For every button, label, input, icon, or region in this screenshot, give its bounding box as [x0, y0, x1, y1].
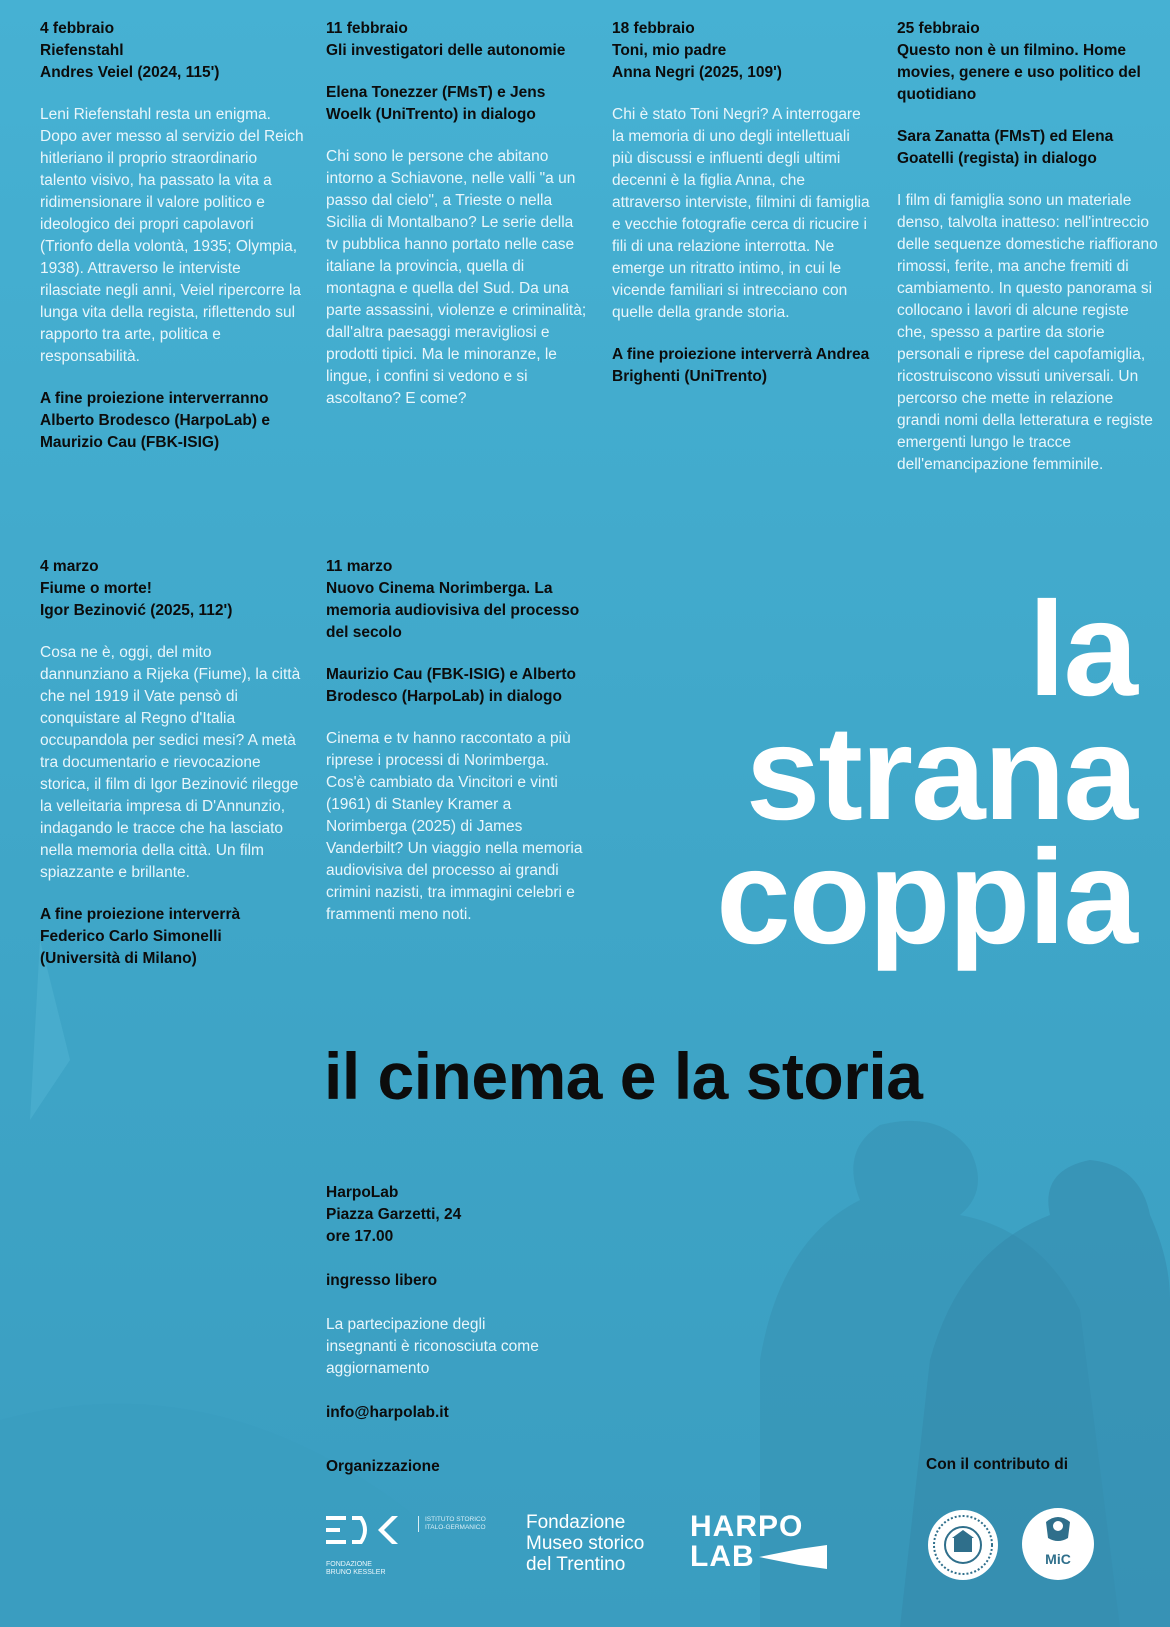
venue: HarpoLab: [326, 1184, 399, 1201]
event-description: Cinema e tv hanno raccontato a più riprese i processi di Norimberga. Cos'è cambiato da Vincitori e vinti (1961) di Stanley Kramer a Norimberga (2025) di James Vanderbilt? Un viaggio nella memoria audiovisiva del processo ai grandi crimini nazisti, tra immagini celebri e frammenti meno noti.: [326, 730, 583, 923]
event-description: Chi sono le persone che abitano intorno a Schiavone, nelle valli "a un passo dal cielo", a Trieste o nella Sicilia di Montalbano? Le serie della tv pubblica hanno portato nelle case italiane la provincia, quella di montagna e quella del Sud. Da una parte assassini, violenze e criminalità; dall'altra paesaggi meravigliosi e prodotti tipici. Ma le minoranze, le lingue, i confini si vedono e si ascoltano? E come?: [326, 148, 587, 407]
event-guests: A fine proiezione interverrà Federico Carlo Simonelli (Università di Milano): [40, 906, 241, 967]
event-guests: Elena Tonezzer (FMsT) e Jens Woelk (UniTrento) in dialogo: [326, 84, 546, 123]
fbk-name: FONDAZIONE BRUNO KESSLER: [326, 1561, 386, 1576]
event-film-info: Andres Veiel (2024, 115'): [40, 64, 220, 81]
event-5: [40, 556, 302, 970]
event-title: Questo non è un filmino. Home movies, genere e uso politico del quotidiano: [897, 42, 1141, 103]
fbk-logo: [326, 1512, 506, 1582]
organizzazione-label: Organizzazione: [326, 1458, 440, 1475]
event-guests: A fine proiezione interverrà Andrea Brighenti (UniTrento): [612, 346, 870, 385]
email-link[interactable]: info@harpolab.it: [326, 1404, 449, 1421]
event-2: [326, 18, 588, 410]
event-title: Toni, mio padre: [612, 42, 727, 59]
title-line-coppia: coppia: [716, 823, 1136, 972]
fbk-mark-icon: [326, 1512, 406, 1552]
event-date: 4 marzo: [40, 558, 99, 575]
event-film-info: Igor Bezinović (2025, 112'): [40, 602, 233, 619]
museo-storico-logo: Fondazione Museo storico del Trentino: [526, 1512, 645, 1575]
event-4: [897, 18, 1159, 476]
event-6: [326, 556, 584, 926]
seal-logo-icon: [926, 1508, 1000, 1582]
event-title: Riefenstahl: [40, 42, 124, 59]
event-1: [40, 18, 305, 454]
entry-note: ingresso libero: [326, 1272, 438, 1289]
fbk-side-text: ISTITUTO STORICO ITALO-GERMANICO: [418, 1516, 503, 1532]
event-date: 25 febbraio: [897, 20, 980, 37]
event-description: Cosa ne è, oggi, del mito dannunziano a Rijeka (Fiume), la città che nel 1919 il Vate pensò di conquistare al Regno d'Italia occupandola per sedici mesi? A metà tra documentario e rievocazione storica, il film di Igor Bezinović rilegge la velleitaria impresa di D'Annunzio, indagando le tracce che ha lasciato nella memoria della città. Un film spiazzante e brillante.: [40, 644, 301, 881]
teachers-note: La partecipazione degli insegnanti è riconosciuta come aggiornamento: [326, 1316, 539, 1377]
title-line-la: la: [1028, 575, 1136, 724]
harpolab-arrow-icon: [759, 1545, 827, 1569]
poster-subtitle: il cinema e la storia: [324, 1039, 923, 1113]
event-guests: Maurizio Cau (FBK-ISIG) e Alberto Brodesco (HarpoLab) in dialogo: [326, 666, 577, 705]
event-3: [612, 18, 872, 388]
event-date: 11 marzo: [326, 558, 393, 575]
event-date: 18 febbraio: [612, 20, 695, 37]
mic-emblem-icon: [1022, 1508, 1094, 1556]
event-title: Nuovo Cinema Norimberga. La memoria audiovisiva del processo del secolo: [326, 580, 580, 641]
harpolab-logo: HARPO LAB: [690, 1512, 827, 1572]
event-guests: Sara Zanatta (FMsT) ed Elena Goatelli (regista) in dialogo: [897, 128, 1114, 167]
event-date: 11 febbraio: [326, 20, 408, 37]
event-guests: A fine proiezione interverranno Alberto Brodesco (HarpoLab) e Maurizio Cau (FBK-ISIG): [40, 390, 270, 451]
event-film-info: Anna Negri (2025, 109'): [612, 64, 782, 81]
event-description: I film di famiglia sono un materiale denso, talvolta inatteso: nell'intreccio delle sequenze domestiche riaffiorano rimossi, ferite, ma anche fremiti di cambiamento. In questo panorama si collocano i lavori di alcune registe che, spesso a partire da storie personali e riprese del capofamiglia, ricostruiscono vissuti universali. Un percorso che mette in relazione grandi nomi della letteratura e registe emergenti lungo le tracce dell'emancipazione femminile.: [897, 192, 1158, 473]
event-title: Gli investigatori delle autonomie: [326, 42, 566, 59]
info-block: [326, 1182, 606, 1424]
title-line-strana: strana: [745, 699, 1136, 848]
time: ore 17.00: [326, 1228, 394, 1245]
poster-title: [716, 575, 1136, 972]
event-description: Chi è stato Toni Negri? A interrogare la memoria di uno degli intellettuali più discussi e influenti degli ultimi decenni è la figlia Anna, che attraverso interviste, filmini di famiglia e vecchie fotografie cerca di ricucire i fili di una relazione interrotta. Ne emerge un ritratto intimo, in cui le vicende familiari si intrecciano con quelle della grande storia.: [612, 106, 870, 321]
mic-logo: MiC: [1022, 1508, 1094, 1580]
event-title: Fiume o morte!: [40, 580, 152, 597]
contributo-label: Con il contributo di: [926, 1456, 1069, 1473]
address: Piazza Garzetti, 24: [326, 1206, 462, 1223]
event-description: Leni Riefenstahl resta un enigma. Dopo aver messo al servizio del Reich hitleriano il proprio straordinario talento visivo, ha passato la vita a ridimensionare il valore politico e ideologico dei propri capolavori (Trionfo della volontà, 1935; Olympia, 1938). Attraverso le interviste rilasciate negli anni, Veiel ripercorre la lunga vita della regista, riflettendo sul rapporto tra arte, politica e responsabilità.: [40, 106, 304, 365]
event-date: 4 febbraio: [40, 20, 115, 37]
